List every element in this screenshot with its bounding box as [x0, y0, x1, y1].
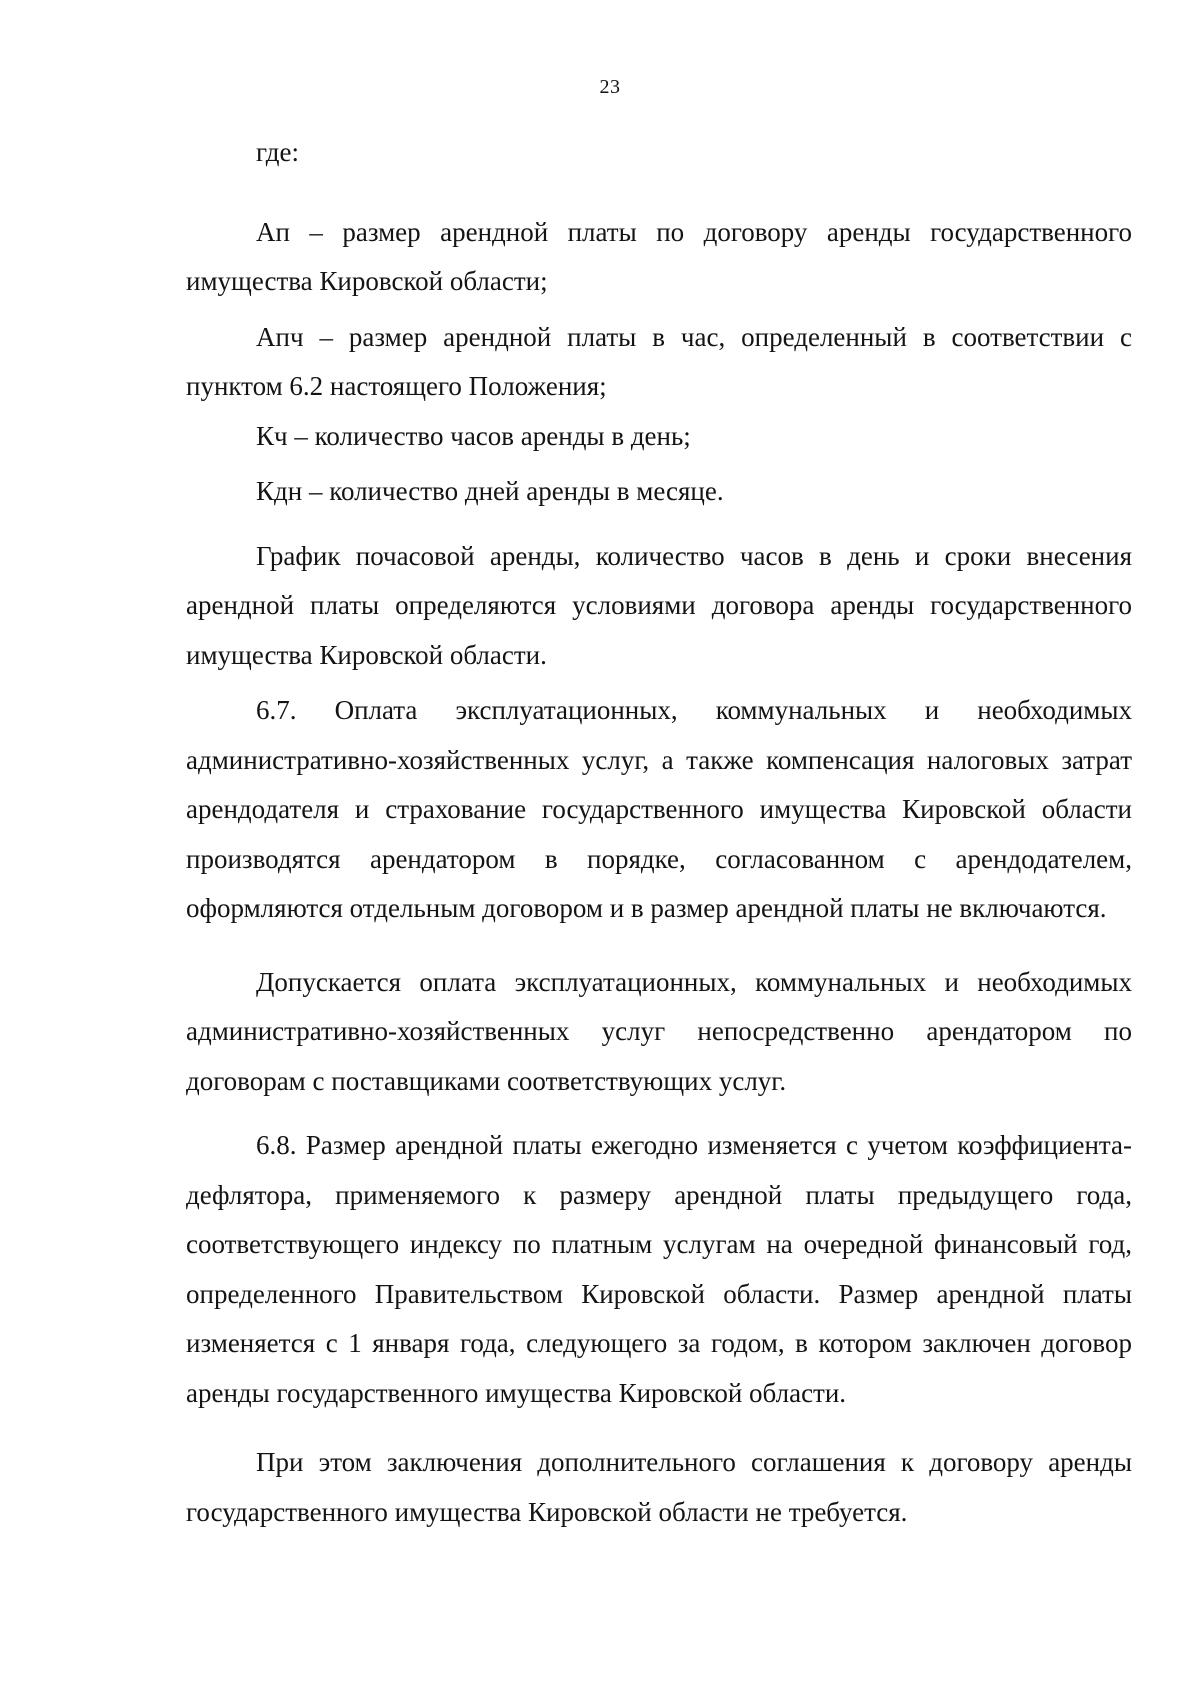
paragraph-direct-payment: Допускается оплата эксплуатационных, коммунальных и необходимых административно-хозяйственных услуг непосредственно арендатором по договорам с поставщиками соответствующих услуг.: [186, 966, 1132, 1096]
paragraph-where: где:: [256, 137, 299, 167]
paragraph-section-6-8: 6.8. Размер арендной платы ежегодно изменяется с учетом коэффициента-дефлятора, применяемого к размеру арендной платы предыдущего года, соответствующего индексу по платным услугам на очередной финансовый год, определенного Правительством Кировской области. Размер арендной платы изменяется с 1 января года, следующего за годом, в котором заключен договор аренды государственного имущества Кировской области.: [186, 1130, 1132, 1408]
paragraph-ap-definition: Ап – размер арендной платы по договору аренды государственного имущества Кировской области;: [186, 216, 1132, 296]
paragraph-no-agreement-needed: При этом заключения дополнительного соглашения к договору аренды государственного имущества Кировской области не требуется.: [186, 1447, 1132, 1527]
page-number: 23: [599, 76, 621, 98]
paragraph-kdn-definition: Кдн – количество дней аренды в месяце.: [256, 476, 724, 506]
paragraph-apch-definition: Апч – размер арендной платы в час, определенный в соответствии с пунктом 6.2 настоящего Положения;: [186, 321, 1132, 401]
paragraph-section-6-7: 6.7. Оплата эксплуатационных, коммунальных и необходимых административно-хозяйственных услуг, а также компенсация налоговых затрат арендодателя и страхование государственного имущества Кировской области производятся арендатором в порядке, согласованном с арендодателем, оформляются отдельным договором и в размер арендной платы не включаются.: [186, 695, 1132, 923]
paragraph-hourly-schedule: График почасовой аренды, количество часов в день и сроки внесения арендной платы определяются условиями договора аренды государственного имущества Кировской области.: [186, 540, 1132, 670]
document-body: [186, 128, 1132, 1537]
paragraph-kch-definition: Кч – количество часов аренды в день;: [256, 420, 691, 451]
